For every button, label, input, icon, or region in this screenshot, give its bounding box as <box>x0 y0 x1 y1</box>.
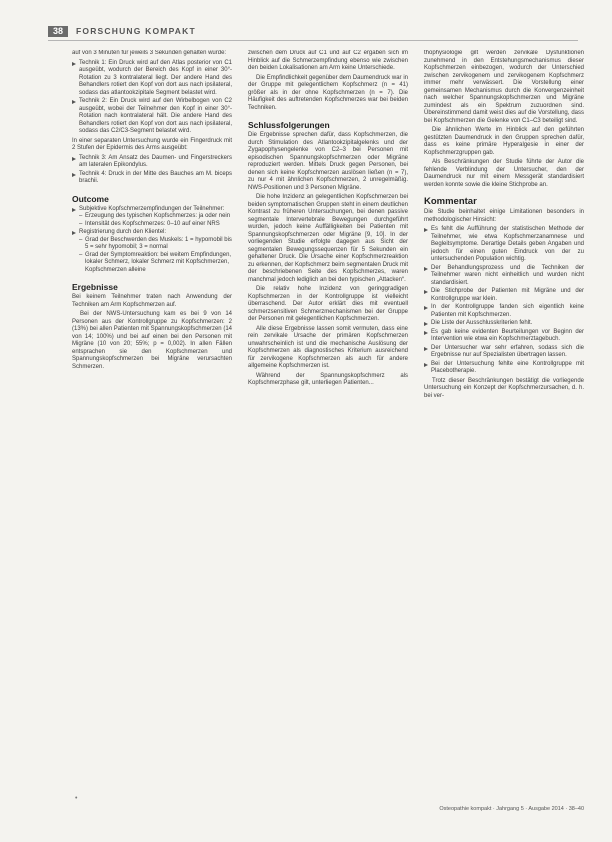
list-item: Der Behandlungsprozess und die Techniken der Teilnehmer waren nicht einheitlich und wurden nicht standardisiert. <box>424 265 584 288</box>
column-3 <box>424 50 584 790</box>
list-item-label: Subjektive Kopfschmerzempfindungen der Teilnehmer: <box>79 205 225 212</box>
list-item: Technik 3: Am Ansatz des Daumen- und Fingerstreckers am lateralen Epikondylus. <box>72 155 232 170</box>
heading-comment: Kommentar <box>424 196 477 207</box>
paragraph: Die Ergebnisse sprechen dafür, dass Kopfschmerzen, die durch Stimulation des Atlantookzipitalgelenks und der Zygapophysengelenke von C2–3 bei Personen mit episodischen Spannungskopfschmerzen oder Migräne reproduziert werden. Mittels Druck gegen Personen, bei denen sich keine Kopfschmerzen auslösen ließen (n = 7), zu nur 4 mit ähnlichen Kopfschmerzen, 2 unregelmäßig. NWS-Positionen und 3 Personen Migräne. <box>248 132 408 191</box>
paragraph: auf von 3 Minuten für jeweils 3 Sekunden gehalten wurde: <box>72 50 227 56</box>
technique-list-arm <box>72 155 232 186</box>
sub-list <box>79 237 232 275</box>
page-number: 38 <box>48 26 68 37</box>
outcome-list <box>72 206 232 275</box>
list-item: Technik 1: Ein Druck wird auf den Atlas posterior von C1 ausgeübt, wodurch der Bereich des Kopf in einer 30°-Rotation zu 3 kontralateral liegt. Der andere Hand des Behandlers rotiert den Kopf von dort aus nach ipsilateral, sodass das atlantookzipitale Segment belastet wird. <box>72 60 232 98</box>
sub-list-item: – Grad der Beschwerden des Muskels: 1 = hypomobil bis 5 = sehr hypomobil; 3 = normal <box>79 237 232 252</box>
list-item: Die Stichprobe der Patienten mit Migräne und der Kontrollgruppe war klein. <box>424 288 584 303</box>
list-item: Bei der Untersuchung fehlte eine Kontrollgruppe mit Placebotherapie. <box>424 361 584 376</box>
list-item: Technik 2: Ein Druck wird auf den Wirbelbogen von C2 ausgeübt, wobei der Teilnehmer den Kopf in einer 30°-Rotation nach kontralateral hält. Die andere Hand des Behandlers rotiert den Kopf von dort aus nach ipsilateral, sodass das C2/C3-Segment belastet wird. <box>72 98 232 136</box>
paragraph: Während der Spannungskopfschmerz als Kopfschmerzphase gilt, unterliegen Patienten... <box>248 372 408 386</box>
page-footer: Osteopathie kompakt · Jahrgang 5 · Ausgabe 2014 · 38–40 <box>439 806 584 812</box>
heading-outcome: Outcome <box>72 193 109 204</box>
list-item: Es gab keine evidenten Beurteilungen vor Beginn der Intervention wie etwa ein Kopfschmerztagebuch. <box>424 329 584 344</box>
comment-list <box>424 226 584 376</box>
heading-results: Ergebnisse <box>72 282 118 292</box>
paragraph: Bei keinem Teilnehmer traten nach Anwendung der Techniken am Arm Kopfschmerzen auf. <box>72 294 232 308</box>
list-item <box>72 229 232 274</box>
technique-list <box>72 60 232 136</box>
paragraph: In einer separaten Untersuchung wurde ein Fingerdruck mit 2 Stufen der Epidermis des Arms ausgeübt: <box>72 137 232 151</box>
sub-list <box>79 213 232 228</box>
sub-list-item: – Intensität des Kopfschmerzes: 0–10 auf einer NRS <box>79 221 232 229</box>
header-divider <box>48 40 578 41</box>
page-header <box>48 25 578 37</box>
list-item-label: Registrierung durch den Klientel: <box>79 229 167 235</box>
paragraph: Die ähnlichen Werte im Hinblick auf den geführten gestützten Daumendruck in den Gruppen sprechen dafür, dass es keine primäre Hyperalgesie in einer der Kopfschmerzgruppen gab. <box>424 127 584 156</box>
footer-mark: • <box>75 795 78 802</box>
sub-list-item: – Erzeugung des typischen Kopfschmerzes: ja oder nein <box>79 213 232 221</box>
heading-conclusions: Schlussfolgerungen <box>248 120 330 130</box>
list-item: Der Untersucher war sehr erfahren, sodass sich die Ergebnisse nur auf Spezialisten übertragen lassen. <box>424 345 584 360</box>
list-item: Die Liste der Ausschlusskriterien fehlt. <box>424 320 584 328</box>
list-item <box>72 206 232 229</box>
list-item: Es fehlt die Aufführung der statistischen Methode der Teilnehmer, wie etwa Kopfschmerzanamnese und Begleitsymptome. Derartige Details geben Angaben und jedoch für einen guten Eindruck von der zu untersuchenden Population wichtig. <box>424 226 584 264</box>
list-item: In der Kontrollgruppe fanden sich eigentlich keine Patienten mit Kopfschmerzen. <box>424 304 584 319</box>
paragraph: Die Studie beinhaltet einige Limitationen besonders in methodologischer Hinsicht: <box>424 209 584 223</box>
section-title: FORSCHUNG KOMPAKT <box>76 26 196 36</box>
paragraph: Als Beschränkungen der Studie führte der Autor die fehlende Verblindung der Untersucher, den der Daumendruck nur mit einem Messgerät standardisiert werden konnte sowie die kleine Stichprobe an. <box>424 159 584 188</box>
paragraph: Die hohe Inzidenz an gelegentlichen Kopfschmerzen bei beiden symptomatischen Gruppen steht in einem deutlichen Kontrast zu früheren Untersuchungen, bei denen passive segmentale Intervertebrale Bewegungen durchgeführt wurden, jedoch keine Auffälligkeiten bei Patienten mit Spannungskopfschmerzen oder Migräne [9, 10]. In der vorliegenden Studie erfolgte dagegen aus Sicht der segmentalen Bewegungssequenzen für 5 Sekunden ein gehaltener Druck. Die Ursache einer Kopfschmerzreaktion zu erkennen, der Kopfschmerz beim segmentalen Druck mit der beschriebenen Seite des Kopfschmerzes, waren manchmal jedoch lediglich an bei den typischen „Attacken“. <box>248 194 408 283</box>
paragraph: Die relativ hohe Inzidenz von geringgradigen Kopfschmerzen in der Kontrollgruppe ist vielleicht überraschend. Der Autor erklärt dies mit eventuell schmerzsensitiven Schmerzmechanismen bei der Gruppe der Personen mit gelegentlichen Kopfschmerzen. <box>248 286 408 322</box>
paragraph: Bei der NWS-Untersuchung kam es bei 9 von 14 Personen aus der Kontrollgruppe zu Kopfschmerzen: 2 (13%) bei allen Patienten mit Spannungskopfschmerzen (14 von 14; 100%) und bei auf einen bei den Personen mit Migräne (10 von 20; 55%; p = 0,002). In allen Fällen entsprachen sie den Kopfschmerzen und Spannungskopfschmerzen bei Migräne verursachten Schmerzen. <box>72 311 232 370</box>
column-1 <box>72 50 232 790</box>
sub-list-item: – Grad der Symptomreaktion: bei weitem Empfindungen, lokaler Schmerz, lokaler Schmerz mit Kopfschmerzen, Kopfschmerzen alleine <box>79 252 232 275</box>
list-item: Technik 4: Druck in der Mitte des Bauches am M. biceps brachii. <box>72 171 232 186</box>
paragraph: Trotz dieser Beschränkungen bestätigt die vorliegende Untersuchung ein Konzept der Kopfschmerzursachen, d. h. bei ver- <box>424 377 584 399</box>
paragraph: thophysiologie gilt werden zervikale Dysfunktionen zunehmend in den Entstehungsmechanismus dieser Kopfschmerzen einbezogen, wodurch der Unterschied zwischen zervikogenem und zervikogenem Kopfschmerz immer mehr verwässert. Die Vorstellung einer gemeinsamen Mechanismus durch die Konvergenzeinheit nach welcher Spannungskopfschmerzen und Migräne zumindest als ein Spektrum zuzuordnen sind. Übereinstimmend damit weist dies auf die Vorstellung, dass bei Kopfschmerzen die Gelenke von C1–C3 beteiligt sind. <box>424 50 584 124</box>
paragraph: Die Empfindlichkeit gegenüber dem Daumendruck war in der Gruppe mit gelegentlichem Kopfschmerz (n = 41) größer als in der ohne Kopfschmerzen (n = 7). Die Häufigkeit des auftretenden Kopfschmerzes war bei beiden Techniken. <box>248 74 408 111</box>
paragraph: zwischen dem Druck auf C1 und auf C2 ergaben sich im Hinblick auf die Schmerzempfindung ebenso wie zwischen den beiden Lokalisationen am Arm keine Unterschiede. <box>248 50 408 71</box>
paragraph: Alle diese Ergebnisse lassen somit vermuten, dass eine rein zervikale Ursache der primären Kopfschmerzen unwahrscheinlich ist und die mechanische Auslösung der Kopfschmerzen als diagnostisches Kriterium ausreichend für zervikogene Kopfschmerzen als auch für andere allgemeine Kopfschmerzen ist. <box>248 325 408 369</box>
column-2 <box>248 50 408 790</box>
